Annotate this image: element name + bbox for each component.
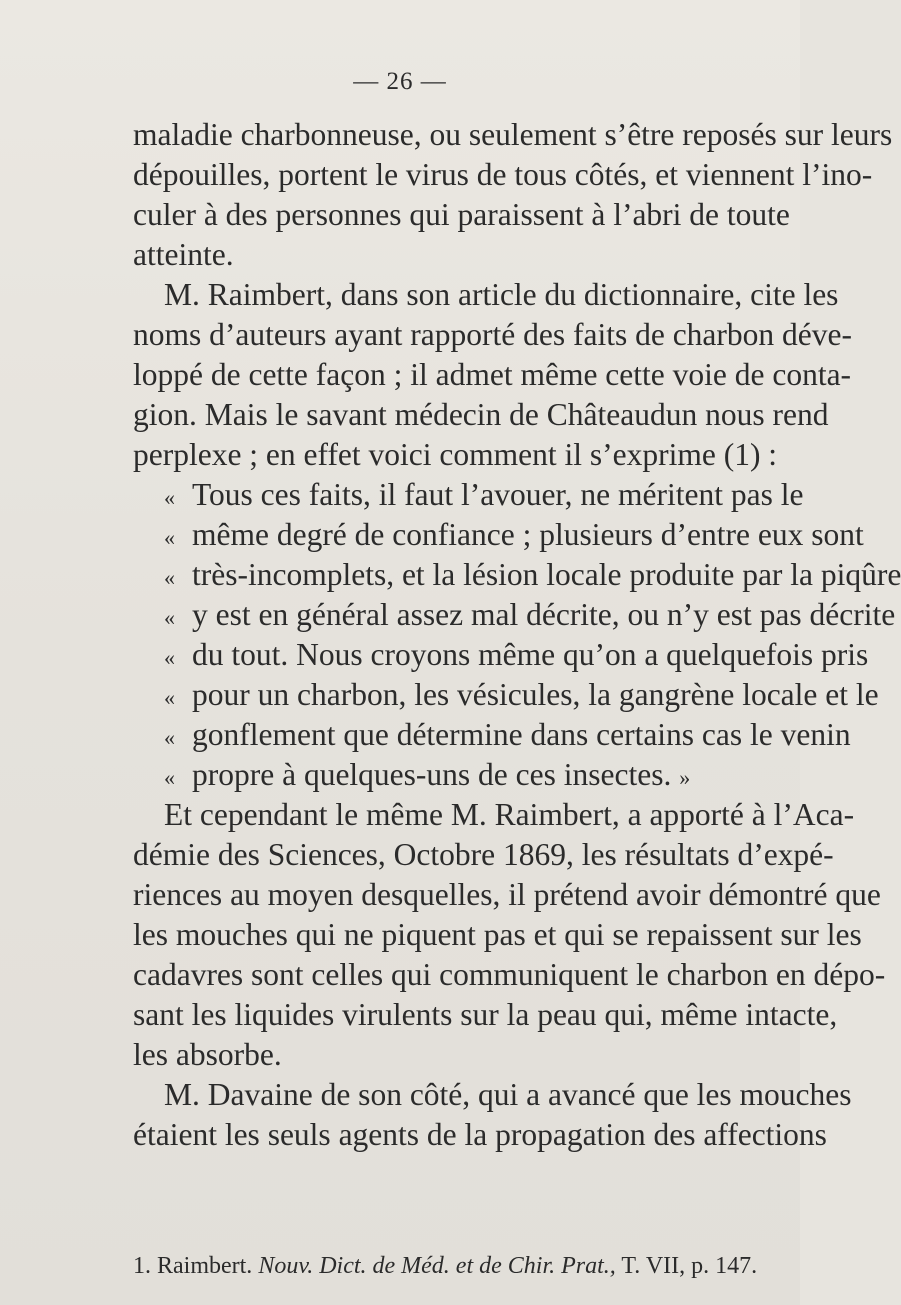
quote-mark: « <box>164 645 175 670</box>
text-line: les absorbe. <box>133 1037 282 1072</box>
quote-mark: « <box>164 725 175 750</box>
quote-line <box>164 717 851 753</box>
quote-mark: « <box>164 685 175 710</box>
quote-text: pour un charbon, les vésicules, la gangrène locale et le <box>192 677 879 712</box>
quote-line <box>164 477 803 513</box>
footnote-author: Raimbert. <box>157 1253 253 1279</box>
text-line: les mouches qui ne piquent pas et qui se repaissent sur les <box>133 917 862 952</box>
quote-line <box>164 557 901 593</box>
quote-text: y est en général assez mal décrite, ou n’y est pas décrite <box>192 597 896 632</box>
text-line: cadavres sont celles qui communiquent le charbon en dépo- <box>133 957 886 992</box>
footnote-number: 1. <box>133 1253 151 1279</box>
quote-line <box>164 757 690 793</box>
quote-mark: « <box>164 525 175 550</box>
quote-text: même degré de confiance ; plusieurs d’entre eux sont <box>192 517 864 552</box>
quote-text: gonflement que détermine dans certains cas le venin <box>192 717 851 752</box>
text-line: M. Raimbert, dans son article du dictionnaire, cite les <box>164 277 839 312</box>
text-line: culer à des personnes qui paraissent à l’abri de toute <box>133 197 790 232</box>
page-number: — 26 — <box>353 68 447 95</box>
quote-mark: « <box>164 605 175 630</box>
text-line: Et cependant le même M. Raimbert, a apporté à l’Aca- <box>164 797 855 832</box>
quote-mark: « <box>164 765 175 790</box>
quote-line <box>164 637 868 673</box>
quote-mark: « <box>164 565 175 590</box>
text-line: gion. Mais le savant médecin de Châteaudun nous rend <box>133 397 829 432</box>
text-line: sant les liquides virulents sur la peau qui, même intacte, <box>133 997 838 1032</box>
quote-text: très-incomplets, et la lésion locale produite par la piqûre <box>192 557 901 592</box>
quote-text: du tout. Nous croyons même qu’on a quelquefois pris <box>192 637 869 672</box>
text-line: M. Davaine de son côté, qui a avancé que les mouches <box>164 1077 852 1112</box>
text-line: dépouilles, portent le virus de tous côtés, et viennent l’ino- <box>133 157 873 192</box>
text-line: noms d’auteurs ayant rapporté des faits de charbon déve- <box>133 317 852 352</box>
footnote-work-title: Nouv. Dict. de Méd. et de Chir. Prat., <box>258 1253 616 1279</box>
quote-line <box>164 677 879 713</box>
quote-mark: » <box>679 765 691 790</box>
text-line: étaient les seuls agents de la propagation des affections <box>133 1117 827 1152</box>
footnote <box>133 1251 757 1281</box>
quote-line <box>164 517 864 553</box>
text-line: atteinte. <box>133 237 234 272</box>
quote-line <box>164 597 895 633</box>
text-line: démie des Sciences, Octobre 1869, les résultats d’expé- <box>133 837 834 872</box>
text-line: perplexe ; en effet voici comment il s’exprime (1) : <box>133 437 778 472</box>
text-line: loppé de cette façon ; il admet même cette voie de conta- <box>133 357 852 392</box>
quote-mark: « <box>164 485 175 510</box>
footnote-reference: T. VII, p. 147. <box>621 1253 758 1279</box>
text-line: maladie charbonneuse, ou seulement s’être reposés sur leurs <box>133 117 893 152</box>
quote-text: Tous ces faits, il faut l’avouer, ne méritent pas le <box>192 477 804 512</box>
quote-text: propre à quelques-uns de ces insectes. <box>192 757 672 792</box>
text-line: riences au moyen desquelles, il prétend avoir démontré que <box>133 877 881 912</box>
